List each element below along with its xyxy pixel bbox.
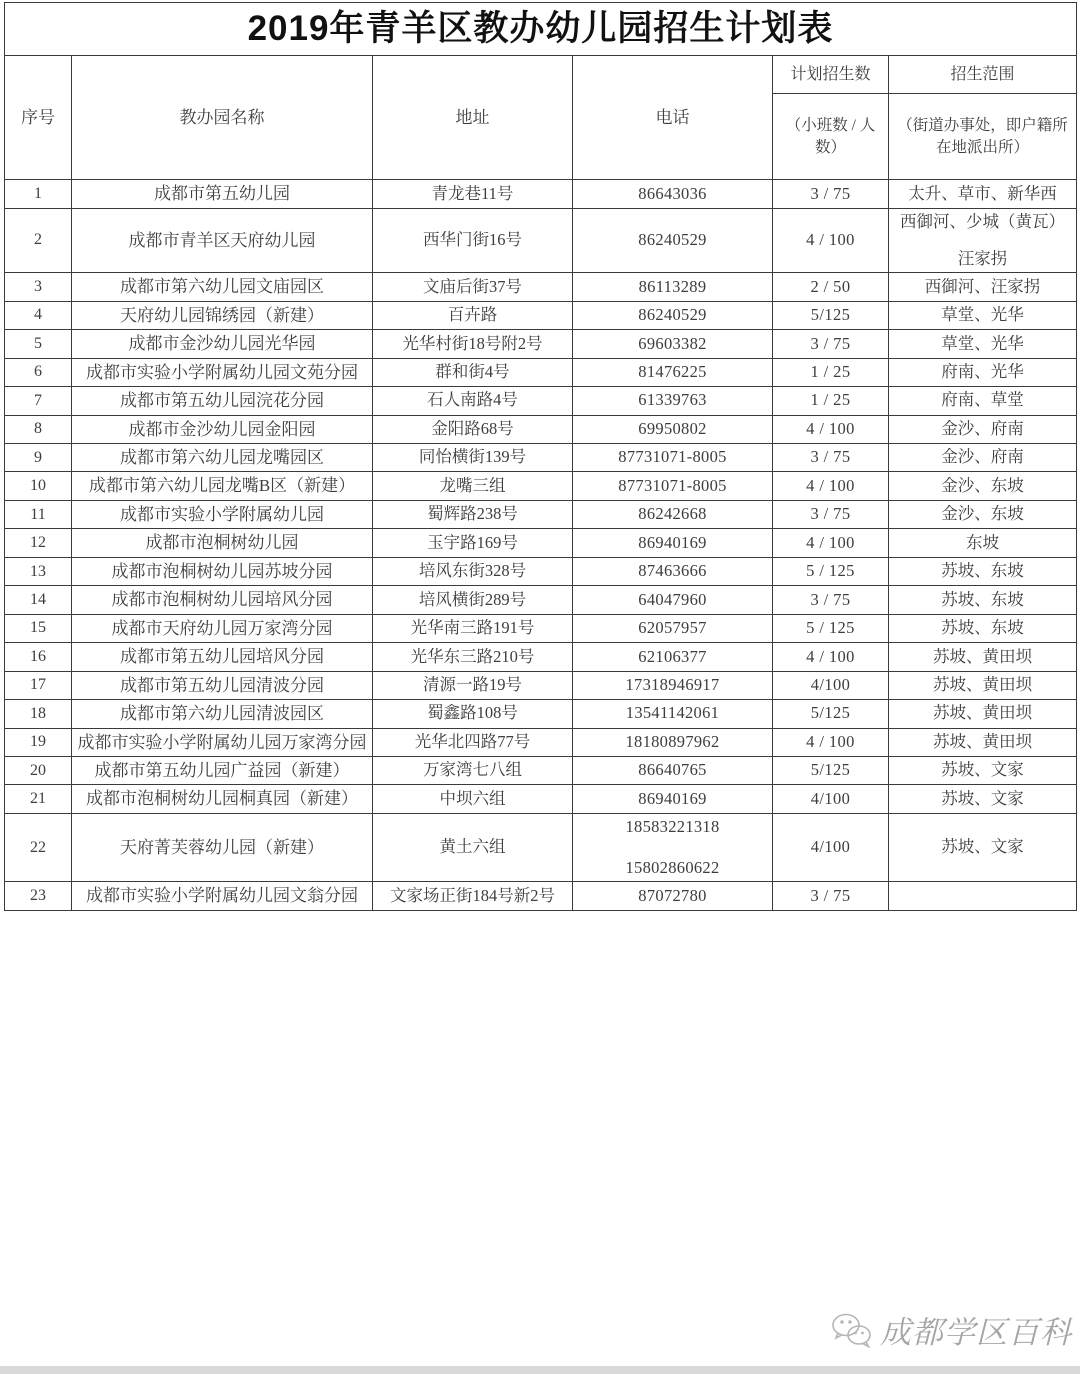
row-plan-count: 4 / 100 bbox=[773, 728, 889, 756]
header-scope-subtitle: （街道办事处，即户籍所在地派出所） bbox=[889, 94, 1077, 180]
row-plan-count: 4 / 100 bbox=[773, 208, 889, 273]
row-plan-count: 3 / 75 bbox=[773, 882, 889, 910]
row-scope: 府南、草堂 bbox=[889, 387, 1077, 415]
row-school-name: 成都市实验小学附属幼儿园万家湾分园 bbox=[72, 728, 373, 756]
table-row bbox=[5, 882, 1077, 910]
row-plan-count: 2 / 50 bbox=[773, 273, 889, 301]
table-row bbox=[5, 358, 1077, 386]
table-row bbox=[5, 208, 1077, 273]
row-scope: 金沙、府南 bbox=[889, 415, 1077, 443]
title-row bbox=[5, 3, 1077, 56]
row-index: 13 bbox=[5, 557, 72, 585]
row-address: 文庙后街37号 bbox=[373, 273, 573, 301]
table-row bbox=[5, 387, 1077, 415]
row-phone: 86242668 bbox=[573, 500, 773, 528]
header-scope: 招生范围 bbox=[889, 56, 1077, 94]
row-scope: 苏坡、黄田坝 bbox=[889, 728, 1077, 756]
row-plan-count: 3 / 75 bbox=[773, 330, 889, 358]
table-row bbox=[5, 671, 1077, 699]
row-scope: 苏坡、文家 bbox=[889, 756, 1077, 784]
row-phone: 18180897962 bbox=[573, 728, 773, 756]
row-school-name: 成都市青羊区天府幼儿园 bbox=[72, 208, 373, 273]
table-row bbox=[5, 500, 1077, 528]
header-phone: 电话 bbox=[573, 56, 773, 180]
header-name: 教办园名称 bbox=[72, 56, 373, 180]
row-scope: 苏坡、黄田坝 bbox=[889, 643, 1077, 671]
row-scope-line: 西御河、少城（黄瓦） bbox=[900, 211, 1065, 231]
table-row bbox=[5, 415, 1077, 443]
row-scope: 东坡 bbox=[889, 529, 1077, 557]
row-scope: 草堂、光华 bbox=[889, 330, 1077, 358]
row-address: 西华门街16号 bbox=[373, 208, 573, 273]
row-address: 蜀鑫路108号 bbox=[373, 700, 573, 728]
row-school-name: 成都市金沙幼儿园金阳园 bbox=[72, 415, 373, 443]
row-index: 8 bbox=[5, 415, 72, 443]
row-index: 1 bbox=[5, 180, 72, 208]
row-plan-count: 4 / 100 bbox=[773, 472, 889, 500]
table-title-cell bbox=[5, 3, 1077, 56]
row-phone: 62057957 bbox=[573, 614, 773, 642]
row-phone: 86640765 bbox=[573, 756, 773, 784]
row-address: 万家湾七八组 bbox=[373, 756, 573, 784]
row-scope: 西御河、汪家拐 bbox=[889, 273, 1077, 301]
row-school-name: 成都市实验小学附属幼儿园 bbox=[72, 500, 373, 528]
row-school-name: 成都市第五幼儿园广益园（新建） bbox=[72, 756, 373, 784]
row-school-name: 成都市第六幼儿园龙嘴园区 bbox=[72, 444, 373, 472]
row-index: 18 bbox=[5, 700, 72, 728]
table-row bbox=[5, 444, 1077, 472]
row-index: 19 bbox=[5, 728, 72, 756]
row-scope: 苏坡、东坡 bbox=[889, 557, 1077, 585]
row-school-name: 成都市第六幼儿园文庙园区 bbox=[72, 273, 373, 301]
row-index: 3 bbox=[5, 273, 72, 301]
row-school-name: 天府幼儿园锦绣园（新建） bbox=[72, 301, 373, 329]
row-address: 青龙巷11号 bbox=[373, 180, 573, 208]
row-plan-count: 4/100 bbox=[773, 813, 889, 882]
row-scope-spacer bbox=[892, 234, 1073, 248]
row-scope-line-2: 汪家拐 bbox=[957, 248, 1008, 268]
header-plan-subtitle: （小班数 / 人数） bbox=[773, 94, 889, 180]
table-row bbox=[5, 785, 1077, 813]
row-phone: 86240529 bbox=[573, 301, 773, 329]
row-phone: 17318946917 bbox=[573, 671, 773, 699]
row-address: 清源一路19号 bbox=[373, 671, 573, 699]
row-address: 培风东街328号 bbox=[373, 557, 573, 585]
watermark bbox=[830, 1307, 1072, 1352]
row-phone: 86643036 bbox=[573, 180, 773, 208]
row-address: 群和街4号 bbox=[373, 358, 573, 386]
row-school-name: 成都市第五幼儿园清波分园 bbox=[72, 671, 373, 699]
row-index: 4 bbox=[5, 301, 72, 329]
row-plan-count: 4 / 100 bbox=[773, 415, 889, 443]
row-phone-spacer bbox=[576, 839, 769, 857]
row-index: 9 bbox=[5, 444, 72, 472]
row-school-name: 成都市金沙幼儿园光华园 bbox=[72, 330, 373, 358]
table-row bbox=[5, 529, 1077, 557]
row-phone bbox=[573, 813, 773, 882]
row-phone: 87072780 bbox=[573, 882, 773, 910]
table-row bbox=[5, 700, 1077, 728]
row-address: 龙嘴三组 bbox=[373, 472, 573, 500]
table-row bbox=[5, 728, 1077, 756]
row-plan-count: 3 / 75 bbox=[773, 586, 889, 614]
row-school-name: 天府菁芙蓉幼儿园（新建） bbox=[72, 813, 373, 882]
row-address: 蜀辉路238号 bbox=[373, 500, 573, 528]
row-scope: 府南、光华 bbox=[889, 358, 1077, 386]
row-index: 6 bbox=[5, 358, 72, 386]
row-plan-count: 3 / 75 bbox=[773, 180, 889, 208]
row-school-name: 成都市第五幼儿园浣花分园 bbox=[72, 387, 373, 415]
row-address: 培风横街289号 bbox=[373, 586, 573, 614]
row-scope: 苏坡、黄田坝 bbox=[889, 671, 1077, 699]
row-phone: 81476225 bbox=[573, 358, 773, 386]
table-row bbox=[5, 614, 1077, 642]
row-address: 光华南三路191号 bbox=[373, 614, 573, 642]
row-address: 百卉路 bbox=[373, 301, 573, 329]
table-row bbox=[5, 330, 1077, 358]
row-address: 光华村街18号附2号 bbox=[373, 330, 573, 358]
row-school-name: 成都市实验小学附属幼儿园文翁分园 bbox=[72, 882, 373, 910]
row-school-name: 成都市泡桐树幼儿园桐真园（新建） bbox=[72, 785, 373, 813]
table-row bbox=[5, 301, 1077, 329]
row-phone: 86113289 bbox=[573, 273, 773, 301]
row-phone: 86940169 bbox=[573, 529, 773, 557]
page-title: 2019年青羊区教办幼儿园招生计划表 bbox=[247, 9, 834, 48]
row-index: 14 bbox=[5, 586, 72, 614]
row-phone: 87731071-8005 bbox=[573, 444, 773, 472]
row-scope: 金沙、东坡 bbox=[889, 500, 1077, 528]
table-row bbox=[5, 472, 1077, 500]
row-school-name: 成都市天府幼儿园万家湾分园 bbox=[72, 614, 373, 642]
row-phone: 86940169 bbox=[573, 785, 773, 813]
header-plan-count: 计划招生数 bbox=[773, 56, 889, 94]
row-index: 15 bbox=[5, 614, 72, 642]
row-plan-count: 4 / 100 bbox=[773, 529, 889, 557]
row-index: 7 bbox=[5, 387, 72, 415]
row-index: 10 bbox=[5, 472, 72, 500]
row-index: 12 bbox=[5, 529, 72, 557]
row-plan-count: 5/125 bbox=[773, 756, 889, 784]
row-plan-count: 5/125 bbox=[773, 301, 889, 329]
row-plan-count: 1 / 25 bbox=[773, 387, 889, 415]
row-scope: 草堂、光华 bbox=[889, 301, 1077, 329]
row-index: 16 bbox=[5, 643, 72, 671]
row-scope: 金沙、府南 bbox=[889, 444, 1077, 472]
page-bottom-strip bbox=[0, 1366, 1080, 1374]
table-row bbox=[5, 643, 1077, 671]
row-index: 2 bbox=[5, 208, 72, 273]
row-scope bbox=[889, 882, 1077, 910]
row-school-name: 成都市第六幼儿园龙嘴B区（新建） bbox=[72, 472, 373, 500]
row-phone: 64047960 bbox=[573, 586, 773, 614]
row-phone: 69603382 bbox=[573, 330, 773, 358]
row-plan-count: 4 / 100 bbox=[773, 643, 889, 671]
row-address: 光华东三路210号 bbox=[373, 643, 573, 671]
row-phone-line-2: 15802860622 bbox=[625, 857, 720, 877]
row-plan-count: 3 / 75 bbox=[773, 500, 889, 528]
row-phone: 62106377 bbox=[573, 643, 773, 671]
watermark-label: 成都学区百科 bbox=[880, 1315, 1072, 1350]
row-index: 5 bbox=[5, 330, 72, 358]
row-school-name: 成都市第五幼儿园培风分园 bbox=[72, 643, 373, 671]
row-phone: 13541142061 bbox=[573, 700, 773, 728]
row-address: 中坝六组 bbox=[373, 785, 573, 813]
row-phone: 87463666 bbox=[573, 557, 773, 585]
row-index: 17 bbox=[5, 671, 72, 699]
row-plan-count: 1 / 25 bbox=[773, 358, 889, 386]
wechat-icon bbox=[830, 1311, 874, 1349]
row-address: 同怡横街139号 bbox=[373, 444, 573, 472]
row-school-name: 成都市实验小学附属幼儿园文苑分园 bbox=[72, 358, 373, 386]
header-address: 地址 bbox=[373, 56, 573, 180]
row-plan-count: 5 / 125 bbox=[773, 614, 889, 642]
row-phone: 69950802 bbox=[573, 415, 773, 443]
header-row-top bbox=[5, 56, 1077, 94]
row-school-name: 成都市泡桐树幼儿园 bbox=[72, 529, 373, 557]
row-index: 21 bbox=[5, 785, 72, 813]
row-scope: 苏坡、黄田坝 bbox=[889, 700, 1077, 728]
row-phone: 61339763 bbox=[573, 387, 773, 415]
row-scope bbox=[889, 208, 1077, 273]
row-address: 文家场正街184号新2号 bbox=[373, 882, 573, 910]
row-scope: 苏坡、文家 bbox=[889, 813, 1077, 882]
row-plan-count: 5 / 125 bbox=[773, 557, 889, 585]
row-scope: 苏坡、东坡 bbox=[889, 586, 1077, 614]
document-page bbox=[0, 2, 1080, 1374]
row-index: 22 bbox=[5, 813, 72, 882]
row-phone: 86240529 bbox=[573, 208, 773, 273]
row-index: 20 bbox=[5, 756, 72, 784]
table-row bbox=[5, 180, 1077, 208]
header-index: 序号 bbox=[5, 56, 72, 180]
row-scope: 金沙、东坡 bbox=[889, 472, 1077, 500]
row-address: 光华北四路77号 bbox=[373, 728, 573, 756]
row-plan-count: 4/100 bbox=[773, 785, 889, 813]
table-row bbox=[5, 273, 1077, 301]
row-school-name: 成都市泡桐树幼儿园培风分园 bbox=[72, 586, 373, 614]
table-row bbox=[5, 586, 1077, 614]
enrollment-plan-table bbox=[4, 2, 1077, 911]
row-scope: 太升、草市、新华西 bbox=[889, 180, 1077, 208]
row-scope: 苏坡、文家 bbox=[889, 785, 1077, 813]
row-plan-count: 4/100 bbox=[773, 671, 889, 699]
row-school-name: 成都市第五幼儿园 bbox=[72, 180, 373, 208]
row-address: 黄土六组 bbox=[373, 813, 573, 882]
row-plan-count: 5/125 bbox=[773, 700, 889, 728]
row-phone: 87731071-8005 bbox=[573, 472, 773, 500]
row-school-name: 成都市第六幼儿园清波园区 bbox=[72, 700, 373, 728]
row-plan-count: 3 / 75 bbox=[773, 444, 889, 472]
table-row bbox=[5, 813, 1077, 882]
row-address: 金阳路68号 bbox=[373, 415, 573, 443]
row-scope: 苏坡、东坡 bbox=[889, 614, 1077, 642]
row-index: 11 bbox=[5, 500, 72, 528]
row-address: 玉宇路169号 bbox=[373, 529, 573, 557]
table-row bbox=[5, 756, 1077, 784]
table-row bbox=[5, 557, 1077, 585]
row-phone-line: 18583221318 bbox=[625, 816, 720, 836]
row-address: 石人南路4号 bbox=[373, 387, 573, 415]
row-school-name: 成都市泡桐树幼儿园苏坡分园 bbox=[72, 557, 373, 585]
row-index: 23 bbox=[5, 882, 72, 910]
